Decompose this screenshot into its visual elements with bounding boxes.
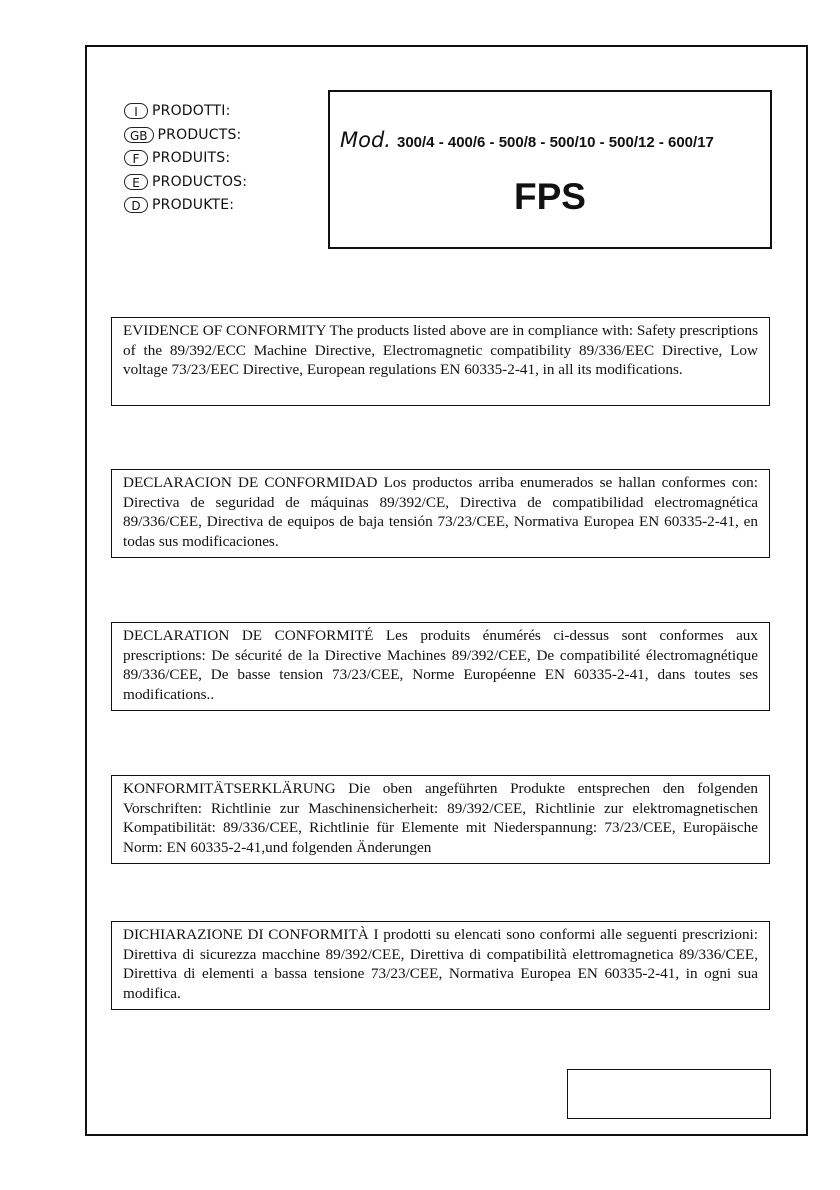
product-language-list [124, 100, 247, 218]
language-code-badge: I [124, 103, 148, 119]
language-row-es [124, 171, 247, 193]
declaration-french: DECLARATION DE CONFORMITÉ Les produits énumérés ci-dessus sont conformes aux prescriptions: De sécurité de la Directive Machines 89/392/CEE, De compatibilité électromagnétique 89/336/CEE, De basse tension 73/23/CEE, Norme Européenne EN 60335-2-41, dans toutes ses modifications.. [111, 622, 770, 711]
model-values: 300/4 - 400/6 - 500/8 - 500/10 - 500/12 - 600/17 [396, 134, 714, 151]
declaration-italian: DICHIARAZIONE DI CONFORMITÀ I prodotti su elencati sono conformi alle seguenti prescrizioni: Direttiva di sicurezza macchine 89/392/CEE, Direttiva di compatibilità elettromagnetica 89/336/CEE, Direttiva di elementi a bassa tensione 73/23/CEE, Normativa Europea EN 60335-2-41, in ogni sua modifica. [111, 921, 770, 1010]
language-row-fr [124, 147, 247, 169]
language-label: PRODUCTS: [157, 126, 242, 143]
language-label: PRODUKTE: [152, 197, 235, 214]
language-row-it [124, 100, 247, 122]
declaration-spanish: DECLARACION DE CONFORMIDAD Los productos arriba enumerados se hallan conformes con: Directiva de seguridad de máquinas 89/392/CE, Directiva de compatibilidad electromagnética 89/336/CEE, Directiva de equipos de baja tensión 73/23/CEE, Normativa Europea EN 60335-2-41, en todas sus modificaciones. [111, 469, 770, 558]
model-box [328, 90, 772, 249]
language-label: PRODUCTOS: [152, 173, 248, 190]
language-code-badge: E [124, 174, 148, 190]
language-label: PRODUITS: [152, 150, 231, 167]
language-code-badge: D [124, 197, 148, 213]
language-code-badge: F [124, 150, 148, 166]
declaration-english: EVIDENCE OF CONFORMITY The products listed above are in compliance with: Safety prescriptions of the 89/392/ECC Machine Directive, Electromagnetic compatibility 89/336/EEC Directive, Low voltage 73/23/EEC Directive, European regulations EN 60335-2-41, in all its modifications. [111, 317, 770, 406]
stamp-box [567, 1069, 771, 1119]
model-label: Mod. [340, 128, 391, 152]
language-row-gb [124, 124, 247, 146]
model-line [340, 128, 714, 152]
language-label: PRODOTTI: [152, 103, 231, 119]
language-code-badge: GB [124, 127, 154, 143]
language-row-de [124, 194, 247, 216]
product-code: FPS [514, 176, 586, 217]
declaration-german: KONFORMITÄTSERKLÄRUNG Die oben angeführten Produkte entsprechen den folgenden Vorschriften: Richtlinie zur Maschinensicherheit: 89/392/CEE, Richtlinie zur elektromagnetischen Kompatibilität: 89/336/CEE, Richtlinie für Elemente mit Niederspannung: 73/23/CEE, Europäische Norm: EN 60335-2-41,und folgenden Änderungen [111, 775, 770, 864]
